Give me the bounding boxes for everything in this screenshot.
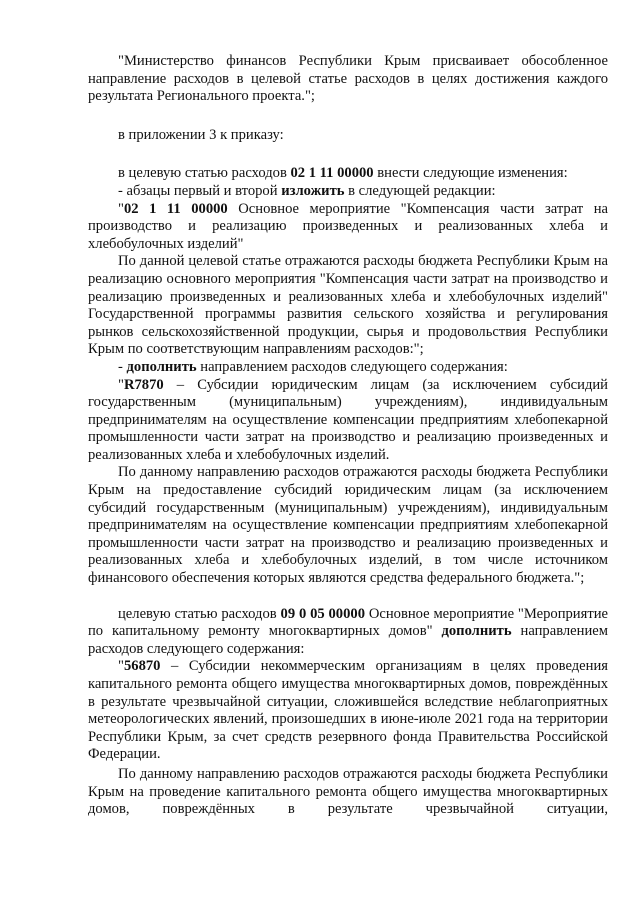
- paragraph-7: [88, 359, 608, 377]
- paragraph-5-post: Основное мероприятие "Компенсация части затрат на производство и реализацию произведенных и реализованных хлеба и хлебобулочных изделий": [88, 200, 609, 252]
- paragraph-10-mid: Основное мероприятие "Мероприятие по капитальному ремонту многоквартирных домов": [88, 605, 608, 640]
- paragraph-6: По данной целевой статье отражаются расходы бюджета Республики Крым на реализацию основного мероприятия "Компенсация части затрат на производство и реализацию произведенных и реализованных хлеба и хлебобулочных изделий" Государственной программы развития сельского хозяйства и регулирования рынков сельскохозяйственной продукции, сырья и продовольствия Республики Крым по соответствующим направлениям расходов:";: [88, 253, 608, 358]
- paragraph-7-pre: -: [118, 358, 127, 375]
- paragraph-3-pre: в целевую статью расходов: [118, 165, 291, 182]
- paragraph-10-pre: целевую статью расходов: [118, 605, 281, 622]
- paragraph-4-bold: изложить: [281, 182, 345, 199]
- paragraph-5: [88, 201, 608, 254]
- expense-code-r7870: R7870: [123, 376, 164, 393]
- paragraph-12: По данному направлению расходов отражаются расходы бюджета Республики Крым на проведение капитального ремонта общего имущества многоквартирных домов, повреждённых в результате чрезвычайной ситуации,: [88, 765, 608, 818]
- target-code-2: 02 1 11 00000: [123, 200, 228, 217]
- paragraph-5-pre: ": [118, 200, 124, 217]
- paragraph-7-post: направлением расходов следующего содержания:: [196, 358, 508, 375]
- expense-code-56870: 56870: [123, 658, 161, 675]
- paragraph-11: [88, 658, 608, 764]
- paragraph-11-pre: ": [118, 658, 124, 675]
- paragraph-3-post: внести следующие изменения:: [373, 165, 568, 182]
- paragraph-4: [88, 183, 608, 201]
- document-page: [88, 53, 608, 819]
- paragraph-4-post: в следующей редакции:: [344, 182, 496, 199]
- paragraph-9: По данному направлению расходов отражаются расходы бюджета Республики Крым на предоставление субсидий юридическим лицам (за исключением субсидий государственным (муниципальным) учреждениям), индивидуальным предпринимателям на осуществление компенсации предприятиям хлебопекарной промышленности части затрат на производство и реализацию произведенных и реализованных хлеба и хлебобулочных изделий, в том числе источником финансового обеспечения которых являются средства федерального бюджета.";: [88, 464, 608, 587]
- paragraph-8: [88, 377, 608, 465]
- paragraph-10: [88, 606, 608, 659]
- target-code-1: 02 1 11 00000: [290, 165, 374, 182]
- paragraph-7-bold: дополнить: [126, 358, 197, 375]
- paragraph-10-bold: дополнить: [441, 623, 512, 640]
- paragraph-10-post: направлением расходов следующего содержания:: [88, 623, 608, 657]
- paragraph-1: "Министерство финансов Республики Крым присваивает обособленное направление расходов в целевой статье расходов в целях достижения каждого результата Регионального проекта.";: [88, 53, 608, 105]
- paragraph-8-pre: ": [118, 376, 124, 393]
- paragraph-3: [88, 165, 608, 183]
- target-code-3: 09 0 05 00000: [280, 605, 365, 622]
- paragraph-11-post: – Субсидии некоммерческим организациям в целях проведения капитального ремонта общего имущества многоквартирных домов, повреждённых в результате чрезвычайной ситуации, сложившейся вследствие неблагоприятных метеорологических явлений, произошедших в июне-июле 2021 года на территории Республики Крым, за счет средств резервного фонда Правительства Российской Федерации.: [88, 658, 608, 763]
- paragraph-2: в приложении 3 к приказу:: [118, 126, 284, 143]
- paragraph-4-pre: - абзацы первый и второй: [118, 182, 282, 199]
- paragraph-8-post: – Субсидии юридическим лицам (за исключением субсидий государственным (муниципальным) учреждениям), индивидуальным предпринимателям на осуществление компенсации предприятиям хлебопекарной промышленности части затрат на производство и реализацию произведенных и реализованных хлеба и хлебобулочных изделий.: [88, 376, 608, 463]
